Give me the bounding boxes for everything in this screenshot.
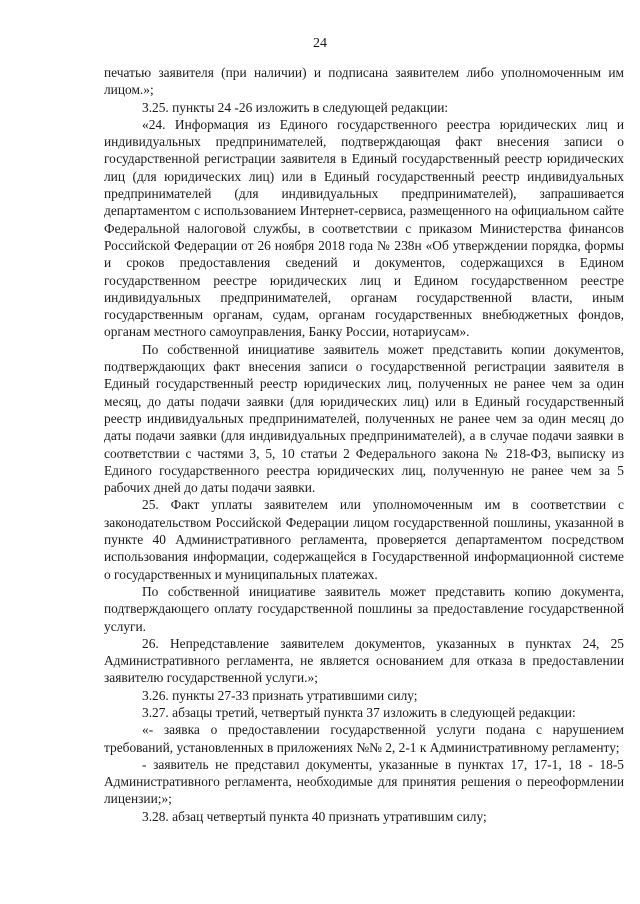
document-body bbox=[104, 64, 624, 825]
paragraph-clause-25-initiative: По собственной инициативе заявитель может представить копию документа, подтверждающего оплату государственной пошлины за предоставление государственной услуги. bbox=[104, 583, 624, 634]
paragraph-item-3-28: 3.28. абзац четвертый пункта 40 признать утратившим силу; bbox=[142, 808, 487, 824]
paragraph-clause-25: 25. Факт уплаты заявителем или уполномоченным им в соответствии с законодательством Российской Федерации лицом государственной пошлины, указанной в пункте 40 Административного регламента, проверяется департаментом посредством использования информации, содержащейся в Государственной информационной системе о государственных и муниципальных платежах. bbox=[104, 497, 624, 582]
page-number: 24 bbox=[313, 36, 327, 51]
paragraph-item-3-27: 3.27. абзацы третий, четвертый пункта 37 изложить в следующей редакции: bbox=[142, 704, 576, 720]
paragraph-continuation: печатью заявителя (при наличии) и подписана заявителем либо уполномоченным им лицом.»; bbox=[104, 65, 624, 98]
paragraph-clause-24: «24. Информация из Единого государственного реестра юридических лиц и индивидуальных предпринимателей, подтверждающая факт внесения записи о государственной регистрации заявителя в Единый государственный реестр юридических лиц (для юридических лиц) или в Единый государственный реестр индивидуальных предпринимателей (для индивидуальных предпринимателей), запрашивается департаментом с использованием Интернет-сервиса, размещенного на официальном сайте Федеральной налоговой службы, в соответствии с приказом Министерства финансов Российской Федерации от 26 ноября 2018 года № 238н «Об утверждении порядка, формы и сроков предоставления сведений и документов, содержащихся в Едином государственном реестре юридических лиц и Едином государственном реестре индивидуальных предпринимателей, органам государственной власти, иным государственным органам, судам, органам государственных внебюджетных фондов, органам местного самоуправления, Банку России, нотариусам». bbox=[104, 116, 624, 340]
paragraph-item-3-25: 3.25. пункты 24 -26 изложить в следующей редакции: bbox=[142, 99, 449, 115]
paragraph-item-3-26: 3.26. пункты 27-33 признать утратившими силу; bbox=[142, 687, 418, 703]
paragraph-item-3-27-b: - заявитель не представил документы, указанные в пунктах 17, 17-1, 18 - 18-5 Административного регламента, необходимые для принятия решения о переоформлении лицензии;»; bbox=[104, 756, 624, 807]
paragraph-clause-26: 26. Непредставление заявителем документов, указанных в пунктах 24, 25 Административного регламента, не является основанием для отказа в предоставлении заявителю государственной услуги.»; bbox=[104, 635, 624, 686]
paragraph-clause-24-initiative: По собственной инициативе заявитель может представить копии документов, подтверждающих факт внесения записи о государственной регистрации заявителя в Единый государственный реестр юридических лиц, полученных не ранее чем за один месяц, до даты подачи заявки (для юридических лиц) или в Единый государственный реестр индивидуальных предпринимателей, полученных не ранее чем за один месяц до даты подачи заявки (для индивидуальных предпринимателей), а в случае подачи заявки в соответствии с частями 3, 5, 10 статьи 2 Федерального закона № 218-ФЗ, выписку из Единого государственного реестра юридических лиц, полученную не ранее чем за 5 рабочих дней до даты подачи заявки. bbox=[104, 341, 624, 496]
paragraph-item-3-27-a: «- заявка о предоставлении государственной услуги подана с нарушением требований, установленных в приложениях №№ 2, 2-1 к Административному регламенту; bbox=[104, 722, 624, 755]
